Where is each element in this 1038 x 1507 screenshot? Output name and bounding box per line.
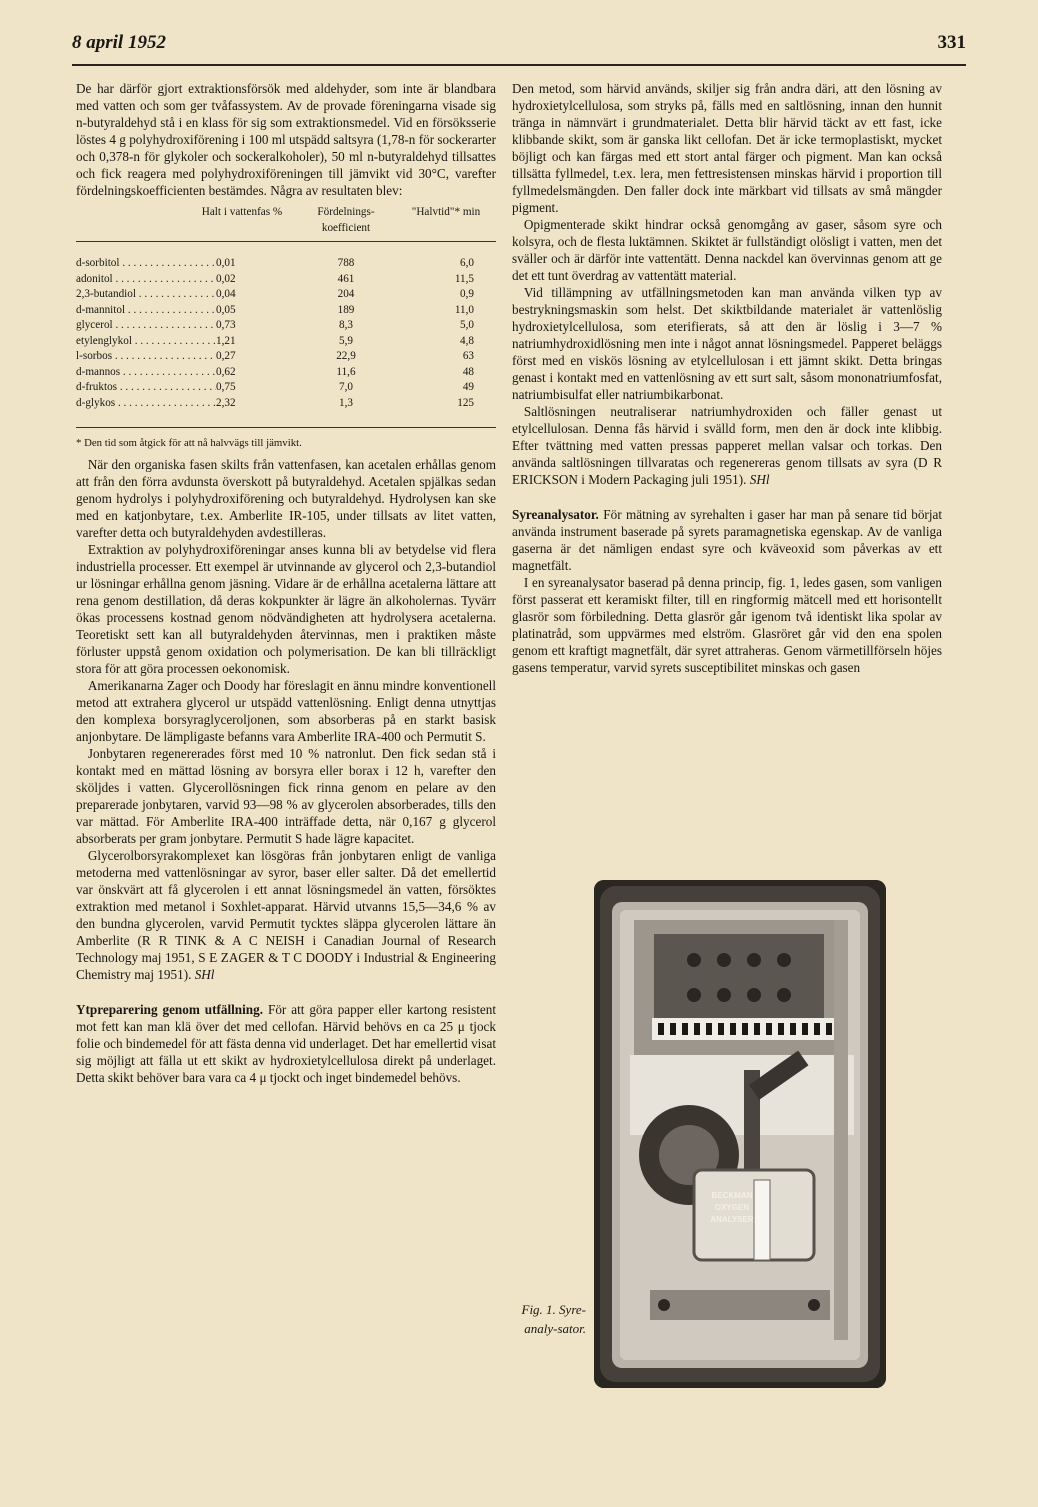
compound-name: d-glykos . . .	[76, 396, 216, 412]
spacer	[76, 983, 496, 1001]
compound-name: d-fruktos . . .	[76, 380, 216, 396]
table-row	[76, 380, 496, 396]
paragraph: Opigmenterade skikt hindrar också genomgång av gaser, såsom syre och kolsyra, och de flesta luktämnen. Skiktet är fullständigt olösligt i vatten, men det sväller och är därför inte vattentätt. Denna nackdel kan övervinnas genom att ge det ett tunt överdrag av vattentätt material.	[512, 217, 942, 283]
compound-name: d-mannitol . . .	[76, 303, 216, 319]
section-heading: Ytpreparering genom utfällning.	[76, 1001, 264, 1017]
table-cell: 0,27	[216, 350, 236, 362]
table-cell: 11,5	[454, 272, 474, 285]
paragraph	[76, 1001, 496, 1086]
table-row	[76, 303, 496, 319]
table-header	[76, 205, 496, 242]
table-cell: 6,0	[460, 257, 474, 269]
paragraph	[512, 506, 942, 574]
table-cell: 1,3	[339, 396, 353, 409]
compound-name: adonitol . . .	[76, 272, 216, 288]
table-row	[76, 365, 496, 381]
table-header-cell: Halt i vattenfas %	[201, 206, 283, 218]
table-cell: 63	[462, 350, 474, 362]
nameplate-text: BECKMAN	[711, 1191, 753, 1200]
results-table	[76, 205, 496, 452]
table-cell: 0,9	[460, 288, 474, 300]
compound-name: d-sorbitol . . .	[76, 256, 216, 272]
table-cell: 204	[337, 288, 355, 300]
table-cell: 2,32	[216, 396, 236, 409]
table-header-cell	[76, 205, 188, 236]
author-signature: SHl	[749, 472, 770, 487]
table-row	[76, 272, 496, 288]
table-cell: 22,9	[336, 350, 356, 362]
table-cell: 11,6	[336, 365, 356, 378]
page-number: 331	[937, 32, 966, 53]
paragraph-text: Saltlösningen neutraliserar natriumhydroxiden och fäller genast ut etylcellulosan. Denna fås härvid i svälld form, men den är dock inte klibbig. Efter tvättning med vatten pressas papperet mellan valsar och torkas. Den använda saltlösningen tillvaratas och regenereras genom tillsats av syra (D R ERICKSON i Modern Packaging juli 1951).	[512, 404, 942, 487]
paragraph	[512, 403, 942, 488]
table-row	[76, 396, 496, 412]
table-body	[76, 256, 496, 411]
table-header-cell: Fördelnings-koefficient	[317, 206, 375, 234]
paragraph: Vid tillämpning av utfällningsmetoden kan man använda vilken typ av bestrykningsmaskin som helst. Det skiktbildande materialet är vattenlöslig hydroxietylcellulosa, som eterifierats, så att den är löslig i 3—7 % natriumhydroxidlösning men inte i något annat lösningsmedel. Papperet beläggs först med en viskös lösning av etylcellulosan i ett jämnt skikt. Detta bringas genast i kontakt med en vattenlösning av ett surt salt, såsom mononatriumfosfat, natriumbisulfat eller natriumbikarbonat.	[512, 285, 942, 402]
spacer	[512, 488, 942, 506]
paragraph: Amerikanarna Zager och Doody har föreslagit en ännu mindre konventionell metod att extrahera glycerol ur utspädd vattenlösning. Enligt denna utnyttjas den komplexa borsyraglyceroljonen, som absorberas på en starkt basisk anjonbytare. De lämpligaste befanns vara Amberlite IRA-400 och Permutit S.	[76, 677, 496, 744]
table-cell: 0,73	[216, 319, 236, 331]
paragraph-text: För mätning av syrehalten i gaser har man på senare tid börjat använda instrument baserade på syrets paramagnetiska egenskap. Av de vanliga gaserna är det nämligen endast syre och kväveoxid som påverkas av ett magnetfält.	[512, 507, 943, 573]
compound-name: 2,3-butandiol . . .	[76, 287, 216, 303]
paragraph	[76, 847, 496, 983]
table-cell: 788	[337, 257, 355, 269]
table-row	[76, 334, 496, 350]
paragraph: De har därför gjort extraktionsförsök med aldehyder, som inte är blandbara med vatten och som ger tvåfassystem. Av de provade föreningarna visade sig n-butyraldehyd stå i en klass för sig som extraktionsmedel. Vid en försöksserie löstes 4 g polyhydroxiförening i 100 ml utspädd saltsyra (1,78-n för sockerarter och 0,378-n för glykoler och sockeralkoholer), 50 ml n-butyraldehyd tillsattes och fick reagera med polyhydroxiföreningen till jämvikt vid 30°C, varefter fördelningskoefficienten bestämdes. Några av resultaten blev:	[76, 81, 496, 198]
nameplate-text: OXYGEN	[714, 1203, 750, 1212]
author-signature: SHl	[194, 966, 215, 982]
table-cell: 49	[462, 381, 474, 393]
table-cell: 7,0	[339, 381, 353, 393]
compound-name: d-mannos . . .	[76, 365, 216, 381]
table-cell: 0,01	[216, 257, 236, 269]
table-footnote: * Den tid som åtgick för att nå halvvägs till jämvikt.	[76, 427, 496, 452]
compound-name: l-sorbos . . .	[76, 349, 216, 365]
table-row	[76, 349, 496, 365]
right-column	[512, 80, 942, 676]
table-header-cell: "Halvtid"* min	[411, 206, 481, 218]
left-column	[76, 80, 496, 1086]
compound-name: glycerol . . .	[76, 318, 216, 334]
table-row	[76, 287, 496, 303]
paragraph-text: För att göra papper eller kartong resistent mot fett kan man klä över det med cellofan. Härvid behövs en ca 25 μ tjock folie och bindemedel för att fästa denna vid underlaget. Det har emellertid visat sig möjligt att fälla ut ett skikt av hydroxietylcellulosa direkt på underlaget. Detta skikt behöver bara vara ca 4 μ tjockt och inget bindemedel behövs.	[76, 1001, 497, 1085]
nameplate-text: ANALYSER	[710, 1215, 754, 1224]
table-row	[76, 318, 496, 334]
table-cell: 4,8	[460, 334, 474, 347]
paragraph: När den organiska fasen skilts från vattenfasen, kan acetalen erhållas genom att från den förra avdunsta överskott på butyraldehyd. Acetalen spjälkas sedan genom hydrolys i polyhydroxiförening och butyraldehyd. Hydrolysen kan ske med en katjonbytare, t.ex. Amberlite IR-105, under tillsats av litet vatten, varefter detta och butyraldehyden avdestilleras.	[76, 456, 496, 540]
table-cell: 0,02	[216, 272, 236, 285]
table-cell: 5,0	[460, 319, 474, 331]
table-cell: 8,3	[339, 319, 353, 331]
paragraph: I en syreanalysator baserad på denna princip, fig. 1, ledes gasen, som vanligen först passerat ett keramiskt filter, till en ringformig mätcell med ett horisontellt glasrör som förbiledning. Detta glasrör går igenom två identiskt lika spolar av platinatråd, som uppvärmes med elström. Glasröret går vid den ena spolen genom ett kraftigt magnetfält, där syret attraheras. Genom värmetillförseln höjes gasens temperatur, varvid syrets susceptibilitet minskas och gasen	[512, 575, 942, 675]
table-cell: 48	[462, 365, 474, 378]
table-cell: 0,62	[216, 365, 236, 378]
paragraph: Extraktion av polyhydroxiföreningar anses kunna bli av betydelse vid flera industriella processer. Ett exempel är utvinnande av glycerol och 2,3-butandiol ur lösningar erhållna genom jäsning. Vidare är de erhållna acetalerna lättare att rena genom destillation, då deras kokpunkter är lägre än alkoholernas. Tyvärr ökas processens kostnad genom nödvändigheten att hydrolysera acetalerna. Teoretiskt sett kan all butyraldehyden återvinnas, men i praktiken måste förluster uppstå genom oxidation och polymerisation. De kan bli tillräckligt stora för att göra processen oekonomisk.	[76, 541, 496, 676]
table-cell: 1,21	[216, 334, 236, 347]
issue-date: 8 april 1952	[72, 32, 166, 53]
table-cell: 11,0	[454, 303, 474, 316]
table-row	[76, 256, 496, 272]
table-cell: 5,9	[339, 334, 353, 347]
table-cell: 0,75	[216, 381, 236, 393]
paragraph: Jonbytaren regenererades först med 10 % natronlut. Den fick sedan stå i kontakt med en mättad lösning av borsyra eller borax i 12 h, varefter den sköljdes i vatten. Glycerollösningen fick rinna genom en pelare av den preparerade jonbytaren, varvid 93—98 % av glycerolen absorberades, tills den var mättad. För Amberlite IRA-400 inträffade detta, när 0,167 g glycerol absorberats per gram jonbytare. Permutit S hade lägre kapacitet.	[76, 745, 496, 846]
page-header	[72, 30, 966, 66]
figure-caption: Fig. 1. Syre-analy-sator.	[521, 1302, 586, 1336]
oxygen-analyser-photo	[594, 880, 886, 1388]
paragraph-text: Glycerolborsyrakomplexet kan lösgöras från jonbytaren enligt de vanliga metoderna med vattenlösningar av syror, baser eller salter. Då det emellertid var önskvärt att få glycerolen i ett annat lösningsmedel än vatten, försöktes extraktion med metanol i Soxhlet-apparat. Härvid utvanns 15,5—34,6 % av den bundna glycerolen, varvid Permutit tycktes släppa glycerolen lättare än Amberlite (R R TINK & A C NEISH i Canadian Journal of Research Technology maj 1951, S E ZAGER & T C DOODY i Industrial & Engineering Chemistry maj 1951).	[76, 847, 496, 982]
table-cell: 461	[337, 272, 355, 285]
table-cell: 0,05	[216, 303, 236, 316]
table-cell: 189	[337, 303, 355, 316]
table-cell: 0,04	[216, 288, 236, 300]
section-heading: Syreanalysator.	[512, 507, 599, 522]
table-cell: 125	[457, 396, 474, 409]
compound-name: etylenglykol . . .	[76, 334, 216, 350]
instrument-illustration	[594, 880, 886, 1388]
paragraph: Den metod, som härvid används, skiljer sig från andra däri, att den lösning av hydroxietylcellulosa, som stryks på, fälls med en saltlösning, innan den hunnit tränga in nämnvärt i grundmaterialet. Detta blir härvid täckt av ett fast, icke klibbande skikt, som är ganska likt cellofan. Det är icke termoplastiskt, mycket böjligt och kan färgas med ett stort antal färger och pigment. Man kan också tillsätta fyllmedel, t.ex. lera, men fettresistensen minskas härvid i proportion till fyllmedelsmängden. Den faller dock inte märkbart vid tillsats av små mängder pigment.	[512, 81, 942, 215]
